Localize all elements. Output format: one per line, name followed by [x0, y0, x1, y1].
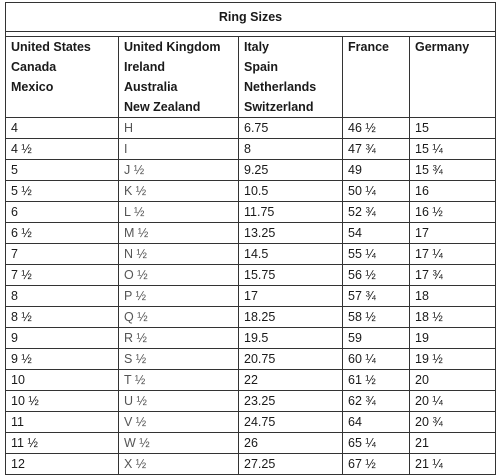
size-cell-uk: M ½	[119, 223, 239, 244]
header-line: Mexico	[11, 80, 54, 94]
size-cell-italy: 10.5	[239, 181, 343, 202]
size-cell-france: 62 ¾	[343, 391, 410, 412]
size-cell-us: 9	[6, 328, 119, 349]
size-cell-france: 46 ½	[343, 118, 410, 139]
size-cell-germany: 18	[410, 286, 496, 307]
size-cell-us: 5 ½	[6, 181, 119, 202]
size-cell-france: 55 ¼	[343, 244, 410, 265]
table-row	[6, 223, 496, 244]
size-cell-italy: 20.75	[239, 349, 343, 370]
size-cell-france: 67 ½	[343, 454, 410, 475]
table-row	[6, 160, 496, 181]
size-cell-italy: 22	[239, 370, 343, 391]
size-cell-uk: N ½	[119, 244, 239, 265]
size-cell-germany: 15 ¾	[410, 160, 496, 181]
size-cell-france: 52 ¾	[343, 202, 410, 223]
size-cell-us: 11	[6, 412, 119, 433]
size-cell-uk: W ½	[119, 433, 239, 454]
size-cell-uk: K ½	[119, 181, 239, 202]
table-row	[6, 139, 496, 160]
header-line	[348, 57, 409, 77]
header-line: Ireland	[124, 60, 165, 74]
size-cell-italy: 6.75	[239, 118, 343, 139]
header-line: Canada	[11, 60, 57, 74]
header-line: Netherlands	[244, 80, 317, 94]
table-row	[6, 202, 496, 223]
size-cell-uk: U ½	[119, 391, 239, 412]
header-germany	[410, 37, 496, 118]
table-row	[6, 433, 496, 454]
size-cell-uk: S ½	[119, 349, 239, 370]
size-cell-uk: Q ½	[119, 307, 239, 328]
table-row	[6, 244, 496, 265]
table-row	[6, 328, 496, 349]
header-line	[348, 77, 409, 97]
size-cell-uk: X ½	[119, 454, 239, 475]
size-cell-us: 6 ½	[6, 223, 119, 244]
ring-size-chart	[5, 2, 495, 475]
table-row	[6, 265, 496, 286]
size-cell-uk: J ½	[119, 160, 239, 181]
size-cell-uk: L ½	[119, 202, 239, 223]
size-cell-italy: 19.5	[239, 328, 343, 349]
size-cell-germany: 17	[410, 223, 496, 244]
size-cell-france: 47 ¾	[343, 139, 410, 160]
size-cell-uk: V ½	[119, 412, 239, 433]
size-cell-germany: 18 ½	[410, 307, 496, 328]
size-cell-italy: 11.75	[239, 202, 343, 223]
table-row	[6, 412, 496, 433]
size-cell-france: 56 ½	[343, 265, 410, 286]
size-cell-us: 4 ½	[6, 139, 119, 160]
size-cell-germany: 19	[410, 328, 496, 349]
table-row	[6, 118, 496, 139]
size-cell-germany: 16	[410, 181, 496, 202]
table-row	[6, 181, 496, 202]
size-cell-france: 50 ¼	[343, 181, 410, 202]
header-line: United Kingdom	[124, 40, 221, 54]
size-cell-germany: 20	[410, 370, 496, 391]
size-cell-france: 59	[343, 328, 410, 349]
header-row	[6, 37, 496, 118]
size-cell-germany: 15	[410, 118, 496, 139]
size-cell-italy: 14.5	[239, 244, 343, 265]
size-cell-italy: 24.75	[239, 412, 343, 433]
size-cell-us: 10 ½	[6, 391, 119, 412]
size-cell-germany: 21	[410, 433, 496, 454]
size-cell-france: 65 ¼	[343, 433, 410, 454]
size-cell-france: 61 ½	[343, 370, 410, 391]
size-cell-uk: H	[119, 118, 239, 139]
size-cell-germany: 20 ¼	[410, 391, 496, 412]
size-cell-uk: O ½	[119, 265, 239, 286]
size-cell-italy: 17	[239, 286, 343, 307]
size-cell-italy: 18.25	[239, 307, 343, 328]
header-line: Italy	[244, 40, 270, 54]
size-cell-italy: 13.25	[239, 223, 343, 244]
size-cell-us: 8 ½	[6, 307, 119, 328]
header-line	[11, 97, 118, 117]
table-title: Ring Sizes	[6, 3, 496, 32]
header-line	[415, 77, 495, 97]
title-row	[6, 3, 496, 32]
header-uk	[119, 37, 239, 118]
size-cell-italy: 8	[239, 139, 343, 160]
size-cell-italy: 23.25	[239, 391, 343, 412]
size-cell-us: 12	[6, 454, 119, 475]
size-cell-germany: 21 ¼	[410, 454, 496, 475]
size-cell-france: 54	[343, 223, 410, 244]
size-cell-italy: 9.25	[239, 160, 343, 181]
table-row	[6, 370, 496, 391]
header-france	[343, 37, 410, 118]
size-cell-us: 9 ½	[6, 349, 119, 370]
size-cell-france: 58 ½	[343, 307, 410, 328]
size-cell-us: 6	[6, 202, 119, 223]
table-row	[6, 307, 496, 328]
size-cell-germany: 17 ¼	[410, 244, 496, 265]
ring-size-table	[5, 2, 496, 475]
size-cell-us: 11 ½	[6, 433, 119, 454]
size-cell-france: 49	[343, 160, 410, 181]
size-cell-us: 8	[6, 286, 119, 307]
size-cell-uk: R ½	[119, 328, 239, 349]
size-cell-us: 7	[6, 244, 119, 265]
size-cell-germany: 20 ¾	[410, 412, 496, 433]
size-cell-germany: 15 ¼	[410, 139, 496, 160]
size-cell-germany: 16 ½	[410, 202, 496, 223]
size-cell-us: 7 ½	[6, 265, 119, 286]
header-line: Germany	[415, 40, 470, 54]
header-line: Australia	[124, 80, 178, 94]
size-cell-uk: I	[119, 139, 239, 160]
size-cell-germany: 19 ½	[410, 349, 496, 370]
size-cell-us: 10	[6, 370, 119, 391]
table-row	[6, 349, 496, 370]
size-cell-uk: T ½	[119, 370, 239, 391]
header-line: New Zealand	[124, 100, 201, 114]
size-cell-france: 64	[343, 412, 410, 433]
header-line: Switzerland	[244, 100, 314, 114]
table-row	[6, 454, 496, 475]
size-cell-france: 60 ¼	[343, 349, 410, 370]
header-line: France	[348, 40, 389, 54]
table-row	[6, 391, 496, 412]
header-us	[6, 37, 119, 118]
size-cell-italy: 26	[239, 433, 343, 454]
header-line: United States	[11, 40, 91, 54]
header-italy	[239, 37, 343, 118]
size-cell-france: 57 ¾	[343, 286, 410, 307]
size-cell-us: 5	[6, 160, 119, 181]
size-cell-germany: 17 ¾	[410, 265, 496, 286]
header-line: Spain	[244, 60, 279, 74]
size-cell-italy: 15.75	[239, 265, 343, 286]
size-cell-italy: 27.25	[239, 454, 343, 475]
table-row	[6, 286, 496, 307]
size-cell-uk: P ½	[119, 286, 239, 307]
header-line	[415, 57, 495, 77]
header-line	[415, 97, 495, 117]
header-line	[348, 97, 409, 117]
size-cell-us: 4	[6, 118, 119, 139]
